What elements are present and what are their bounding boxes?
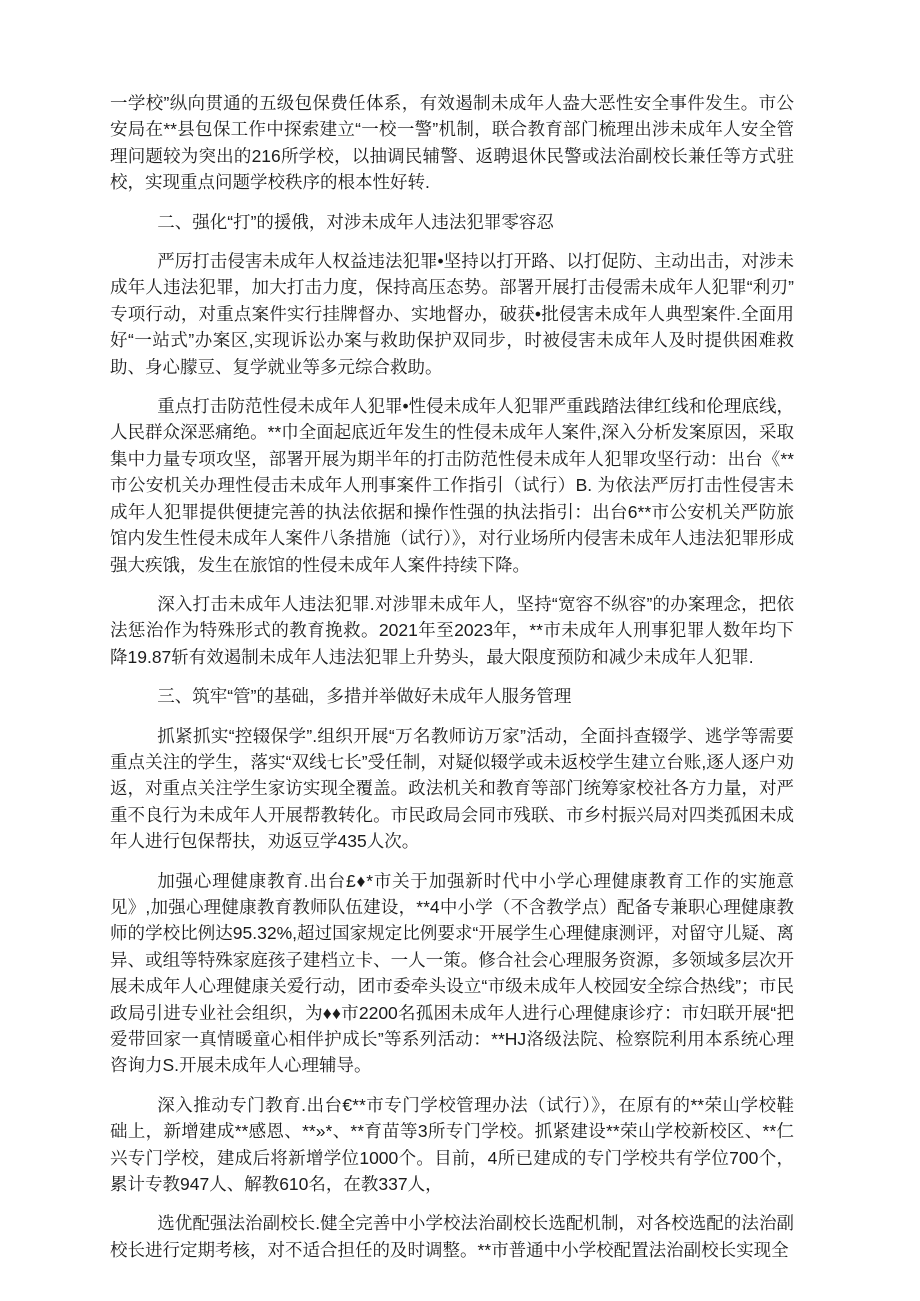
body-paragraph: 抓紧抓实“控辍保学”.组织开展“万名教师访万家”活动，全面抖查辍学、逃学等需要重点关注的学生，落实“双线七长”受任制，对疑似辍学或未返校学生建立台账,逐人逐户劝返，对重点关注学生家访实现全覆盖。政法机关和教育等部门统筹家校社各方力量，对严重不良行为未成年人开展帮教转化。市民政局会同市残联、市乡村振兴局对四类孤困未成年人进行包保帮扶，劝返豆学435人次。 (110, 725, 794, 852)
document-content (110, 90, 794, 1276)
body-paragraph: 加强心理健康教育.出台£♦*市关于加强新时代中小学心理健康教育工作的实施意见》,加强心理健康教育教师队伍建设，**4中小学（不含教学点）配备专兼职心理健康教师的学校比例达95.32%,超过国家规定比例要求“开展学生心理健康测评，对留守儿疑、离异、或组等特殊家庭孩子建档立卡、一人一策。修合社会心理服务资源，多领域多层次开展未成年人心理健康关爱行动，团市委牵头设立“市级未成年人校园安全综合热线”；市民政局引进专业社会组织，为♦♦市2200名孤困未成年人进行心理健康诊疗：市妇联开展“把爱带回家一真情暖童心相伴护成长”等系列活动：**HJ洛级法院、检察院利用本系统心理咨询力S.开展未成年人心理辅导。 (110, 870, 794, 1076)
section-heading: 二、强化“打”的援俄，对涉未成年人违法犯罪零容忍 (157, 211, 554, 232)
body-paragraph: 重点打击防范性侵未成年人犯罪•性侵未成年人犯罪严重践踏法律红线和伦理底线，人民群众深恶痛绝。**巾全面起底近年发生的性侵未成年人案件,深入分析发案原因，采取集中力量专项攻坚，部署开展为期半年的打击防范性侵未成年人犯罪攻坚行动：出台《**市公安机关办理性侵击未成年人刑事案件工作指引（试行）B. 为依法严厉打击性侵害未成年人犯罪提供便捷完善的执法依据和操作性强的执法指引：出台6**市公安机关严防旅馆内发生性侵未成年人案件八条措施（试行）》，对行业场所内侵害未成年人违法犯罪形成强大疾饿，发生在旅馆的性侵未成年人案件持续下降。 (110, 396, 794, 575)
body-paragraph: 深入推动专门教育.出台€**市专门学校管理办法（试行）》，在原有的**荣山学校鞋础上，新增建成**感恩、**»*、**育苗等3所专门学校。抓紧建设**荣山学校新校区、**仁兴专门学校，建成后将新增学位1000个。目前，4所已建成的专门学校共有学位700个，累计专教947人、解教610名，在教337人， (110, 1094, 794, 1195)
body-paragraph: 选优配强法治副校长.健全完善中小学校法治副校长选配机制，对各校选配的法治副校长进行定期考核，对不适合担任的及时调整。**市普通中小学校配置法治副校长实现全 (110, 1213, 794, 1260)
body-paragraph: 深入打击未成年人违法犯罪.对涉罪未成年人，坚持“宽容不纵容”的办案理念，把依法惩治作为特殊形式的教育挽救。2021年至2023年，**市未成年人刑事犯罪人数年均下降19.87斩有效遏制未成年人违法犯罪上升势头，最大限度预防和减少未成年人犯罪. (110, 593, 794, 667)
body-paragraph: 一学校”纵向贯通的五级包保费任体系，有效遏制未成年人盎大恶性安全事件发生。市公安局在**县包保工作中探索建立“一校一警”机制，联合教育部门梳理出涉未成年人安全管理问题较为突出的216所学校，以抽调民辅警、返聘退休民警或法治副校长兼任等方式驻校，实现重点问题学校秩序的根本性好转. (110, 93, 794, 193)
section-heading: 三、筑牢“管”的基础，多措并举做好未成年人服务管理 (157, 686, 572, 707)
body-paragraph: 严厉打击侵害未成年人权益违法犯罪•坚持以打开路、以打促防、主动出击，对涉未成年人违法犯罪，加大打击力度，保持高压态势。部署开展打击侵需未成年人犯罪“利刃”专项行动，对重点案件实行挂牌督办、实地督办，破获•批侵害未成年人典型案件.全面用好“一站式”办案区,实现诉讼办案与救助保护双同步，时被侵害未成年人及时提供困难救助、身心朦豆、复学就业等多元综合救助。 (110, 251, 794, 377)
